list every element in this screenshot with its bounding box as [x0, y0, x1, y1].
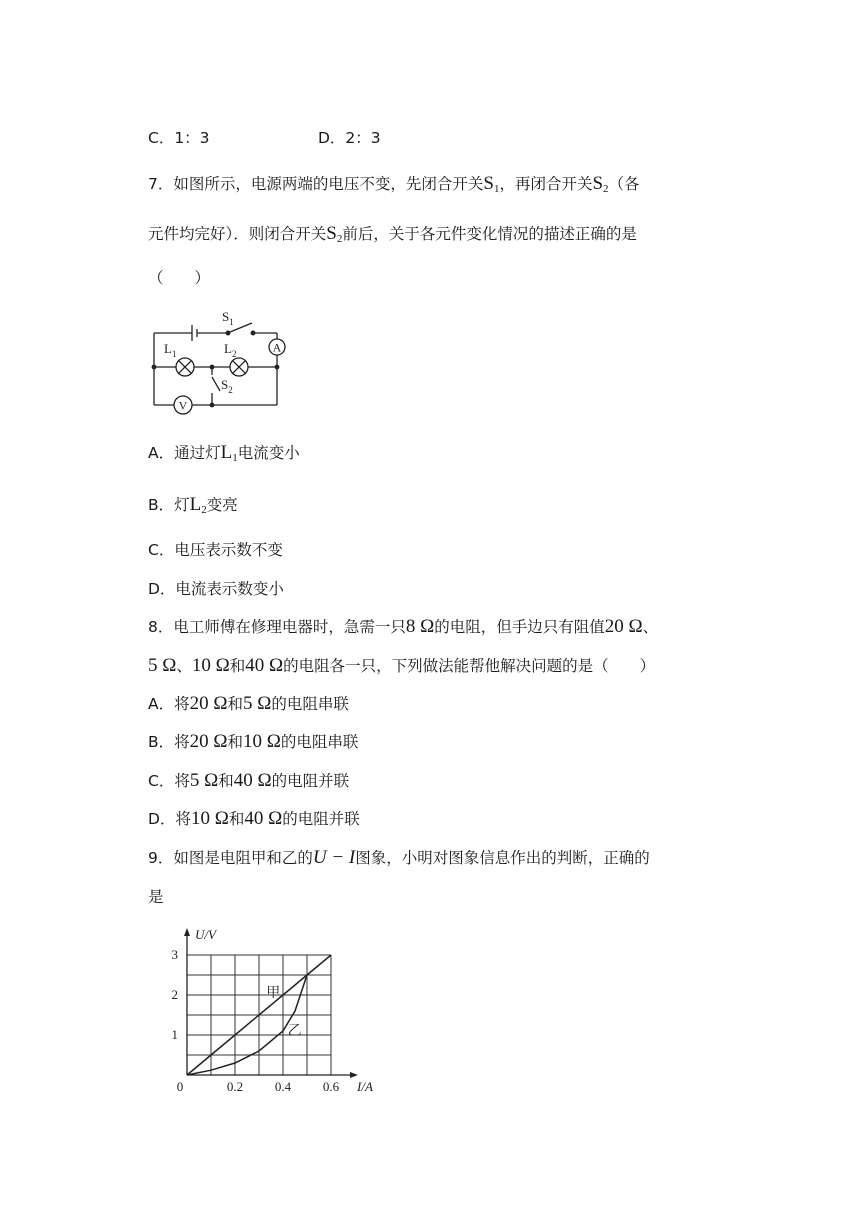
x-axis-arrow — [350, 1072, 358, 1078]
q8-stem-line1: 8．电工师傅在修理电器时，急需一只8 Ω的电阻，但手边只有阻值20 Ω、 — [148, 616, 659, 637]
q7-option-d: D．电流表示数变小 — [148, 580, 284, 598]
q9-stem-line2: 是 — [148, 888, 164, 906]
q8-stem-line2: 5 Ω、10 Ω和40 Ω的电阻各一只，下列做法能帮他解决问题的是（ ） — [148, 655, 656, 676]
ammeter-label: A — [272, 340, 282, 355]
q7-option-c: C．电压表示数不变 — [148, 541, 283, 559]
x-tick-label: 0.6 — [322, 1079, 340, 1094]
label-l2: $L_2$ — [224, 341, 237, 359]
y-tick-label: 1 — [171, 1027, 178, 1042]
q6-option-c: C．1：3 — [148, 129, 210, 147]
x-tick-label: 0 — [176, 1079, 184, 1094]
q9-stem-line1: 9．如图是电阻甲和乙的U − I图象，小明对图象信息作出的判断，正确的 — [148, 847, 650, 868]
q6-option-d: D．2：3 — [318, 129, 381, 147]
x-tick-label: 0.2 — [226, 1079, 244, 1094]
x-axis-label: I/A — [357, 1079, 373, 1094]
q7-option-a: A．通过灯$L_1$电流变小 — [148, 442, 300, 464]
q8-option-a: A．将20 Ω和5 Ω的电阻串联 — [148, 693, 349, 714]
q7-stem-line1: 7．如图所示，电源两端的电压不变，先闭合开关$S_1$，再闭合开关$S_2$（各 — [148, 173, 640, 195]
u-i-chart — [160, 915, 390, 1095]
q8-option-c: C．将5 Ω和40 Ω的电阻并联 — [148, 770, 350, 791]
circuit-diagram — [140, 305, 305, 415]
y-axis-arrow — [184, 928, 190, 936]
y-axis-label: U/V — [195, 927, 216, 942]
switch-s2-lever — [212, 377, 220, 391]
x-tick-label: 0.4 — [274, 1079, 292, 1094]
q8-option-d: D．将10 Ω和40 Ω的电阻并联 — [148, 808, 360, 829]
series-jia-label: 甲 — [266, 986, 281, 1001]
voltmeter-label: V — [178, 398, 188, 413]
lamp-l1-icon — [176, 358, 194, 376]
q7-answer-paren: （ ） — [148, 269, 211, 287]
label-s2: $S_2$ — [221, 377, 233, 395]
label-l1: $L_1$ — [164, 341, 177, 359]
q7-option-b: B．灯$L_2$变亮 — [148, 494, 238, 516]
label-s1: $S_1$ — [222, 309, 234, 327]
q8-option-b: B．将20 Ω和10 Ω的电阻串联 — [148, 731, 359, 752]
y-tick-label: 3 — [171, 947, 178, 962]
lamp-l2-icon — [230, 358, 248, 376]
series-yi-label: 乙 — [287, 1024, 302, 1039]
y-tick-label: 2 — [171, 987, 178, 1002]
q7-stem-line2: 元件均完好）．则闭合开关$S_2$前后，关于各元件变化情况的描述正确的是 — [148, 223, 637, 245]
